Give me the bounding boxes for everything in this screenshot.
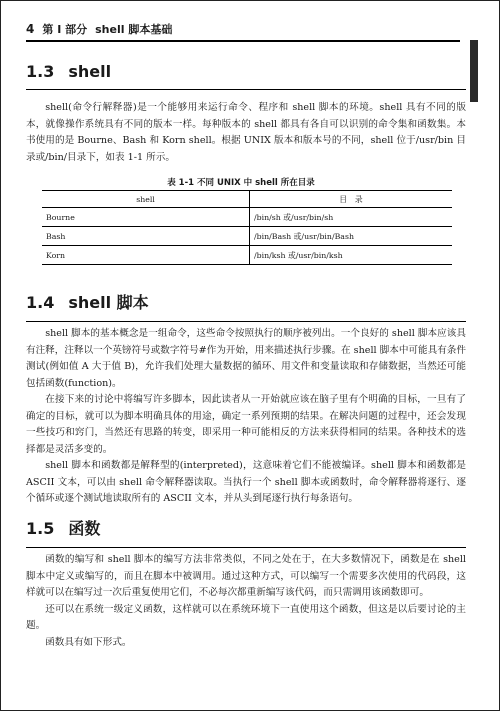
header-rule: [26, 40, 460, 42]
cell-directory: /bin/sh 或/usr/bin/sh: [250, 208, 453, 227]
section-1-4: [26, 290, 466, 322]
cell-shell: Bourne: [42, 208, 250, 227]
section-number: 1.5: [26, 519, 55, 538]
column-header-shell: shell: [42, 191, 250, 208]
table-row: [42, 227, 452, 246]
cell-shell: Bash: [42, 227, 250, 246]
table-row: [42, 246, 452, 265]
paragraph: 在接下来的讨论中将编写许多脚本，因此读者从一开始就应该在脑子里有个明确的目标，一旦有了确定的目标，就可以为脚本明确具体的用途，确定一系列预期的结果。在解决问题的过程中，还会发现一些技巧和窍门，当然还有思路的转变，即采用一种可能相反的方法来获得相同的结果。各种技术的选择都是灵活多变的。: [26, 394, 466, 455]
section-1-4-body: [26, 326, 466, 508]
paragraph: shell 脚本的基本概念是一组命令，这些命令按照执行的顺序被列出。一个良好的 shell 脚本应该具有注释，注释以一个英镑符号或数字符号#作为开始，用来描述执行步骤。在 shell 脚本中可能具有条件测试(例如值 A 大于值 B)，允许我们处理大量数据的循环、用文件和变量读取和存储数据，当然还可能包括函数(function)。: [26, 328, 466, 389]
section-1-3-body: [26, 100, 466, 166]
section-title: 函数: [68, 519, 101, 538]
section-1-5-body: [26, 552, 466, 651]
table-row: [42, 208, 452, 227]
section-1-3: [26, 62, 466, 90]
chapter-title: shell 脚本基础: [95, 23, 173, 36]
paragraph: shell(命令行解释器)是一个能够用来运行命令、程序和 shell 脚本的环境。shell 具有不同的版本，就像操作系统具有不同的版本一样。每种版本的 shell 都具有各自可以识别的命令集和函数集。本书使用的是 Bourne、Bash 和 Korn shell。根据 UNIX 版本和版本号的不同，shell 位于/usr/bin 目录或/bin/目录下，如表 1-1 所示。: [26, 102, 466, 163]
section-number: 1.3: [26, 62, 55, 81]
table-header-row: [42, 191, 452, 208]
section-1-5: [26, 516, 466, 548]
section-title: shell 脚本: [68, 293, 149, 312]
section-number: 1.4: [26, 293, 55, 312]
section-heading: [26, 62, 466, 81]
paragraph: 函数的编写和 shell 脚本的编写方法非常类似，不同之处在于，在大多数情况下，函数是在 shell 脚本中定义或编写的，而且在脚本中被调用。通过这种方式，可以编写一个需要多次使用的代码段，这样就可以在编写过一次后重复使用它们，不必每次都重新编写该代码，而只需调用该函数即可。: [26, 554, 466, 598]
cell-directory: /bin/Bash 或/usr/bin/Bash: [250, 227, 453, 246]
shell-directory-table: [42, 190, 452, 265]
cell-shell: Korn: [42, 246, 250, 265]
column-header-directory: 目 录: [250, 191, 453, 208]
part-label: 第 I 部分: [42, 23, 88, 36]
section-rule: [26, 321, 466, 322]
table-caption: 表 1-1 不同 UNIX 中 shell 所在目录: [167, 178, 315, 188]
running-header: [26, 20, 466, 38]
paragraph: 还可以在系统一级定义函数，这样就可以在系统环境下一直使用这个函数，但这是以后要讨论的主题。: [26, 603, 466, 631]
cell-directory: /bin/ksh 或/usr/bin/ksh: [250, 246, 453, 265]
chapter-edge-tab: [470, 40, 478, 102]
paragraph: shell 脚本和函数都是解释型的(interpreted)，这意味着它们不能被编译。shell 脚本和函数都是 ASCII 文本，可以由 shell 命令解释器读取。当执行一个 shell 脚本或函数时，命令解释器将逐行、逐个循环或逐个测试地读取所有的 ASCII 文本，并从头到尾逐行执行每条语句。: [26, 460, 466, 504]
section-heading: [26, 290, 466, 313]
section-rule: [26, 89, 466, 90]
section-heading: [26, 516, 466, 539]
page-number: 4: [26, 22, 35, 36]
section-title: shell: [68, 62, 112, 81]
paragraph: 函数具有如下形式。: [45, 636, 132, 648]
section-rule: [26, 547, 466, 548]
